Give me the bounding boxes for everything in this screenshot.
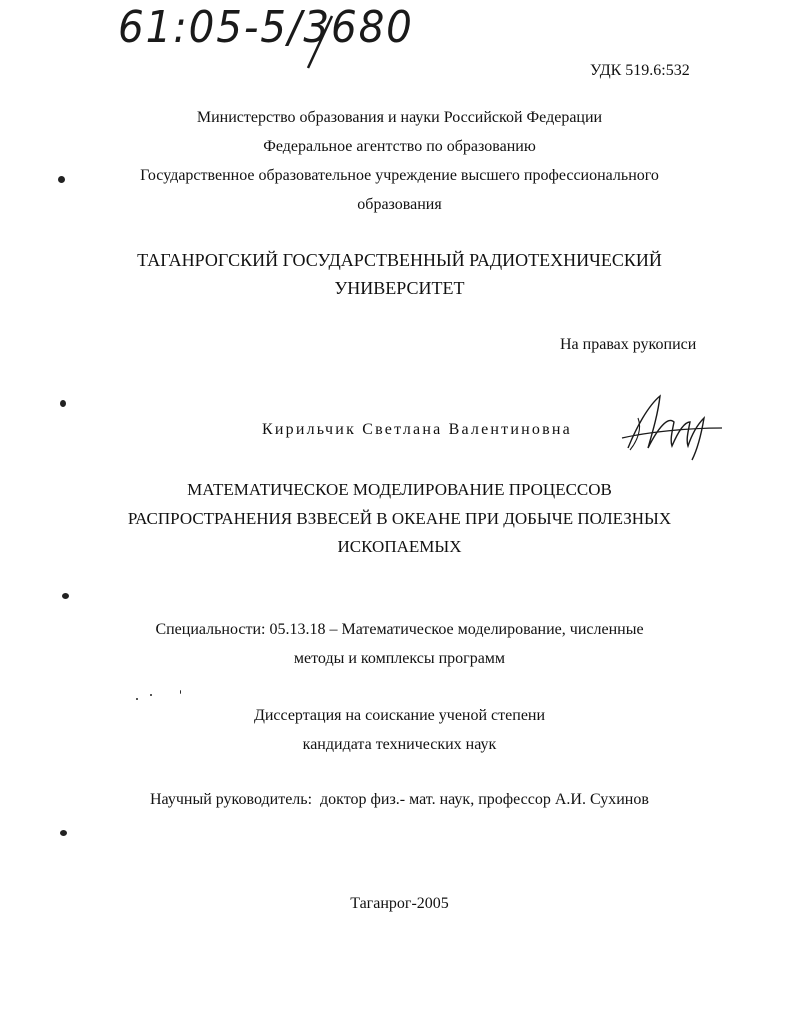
scan-speck xyxy=(60,400,66,407)
scan-speck xyxy=(58,176,65,183)
scan-speck xyxy=(150,694,152,696)
university-line-2: УНИВЕРСИТЕТ xyxy=(334,278,465,298)
scan-speck xyxy=(136,698,138,700)
author-name: Кирильчик Светлана Валентиновна xyxy=(262,421,572,438)
institution-line-1: Государственное образовательное учреждение высшего профессионального xyxy=(140,167,659,184)
agency-line: Федеральное агентство по образованию xyxy=(263,138,536,155)
title-line-2: РАСПРОСТРАНЕНИЯ ВЗВЕСЕЙ В ОКЕАНЕ ПРИ ДОБЫЧЕ ПОЛЕЗНЫХ xyxy=(127,509,672,528)
degree-line-2: кандидата технических наук xyxy=(302,736,497,753)
archive-number: 61:05-5/3680 xyxy=(118,2,414,53)
title-line-3: ИСКОПАЕМЫХ xyxy=(337,537,462,556)
institution-line-2: образования xyxy=(357,196,442,213)
scan-speck xyxy=(60,830,67,836)
supervisor-line: Научный руководитель: доктор физ.- мат. наук, профессор А.И. Сухинов xyxy=(150,791,649,808)
city-year: Таганрог-2005 xyxy=(350,895,449,912)
archive-number-slash xyxy=(300,14,340,72)
title-line-1: МАТЕМАТИЧЕСКОЕ МОДЕЛИРОВАНИЕ ПРОЦЕССОВ xyxy=(187,480,612,499)
scan-speck xyxy=(62,593,69,599)
university-line-1: ТАГАНРОГСКИЙ ГОСУДАРСТВЕННЫЙ РАДИОТЕХНИЧЕСКИЙ xyxy=(137,250,662,270)
ministry-line: Министерство образования и науки Российской Федерации xyxy=(196,109,603,126)
specialty-line-2: методы и комплексы программ xyxy=(293,650,506,667)
scan-speck xyxy=(180,690,181,694)
signature xyxy=(618,388,728,464)
manuscript-rights: На правах рукописи xyxy=(560,336,697,353)
specialty-line-1: Специальности: 05.13.18 – Математическое моделирование, численные xyxy=(155,621,644,638)
degree-line-1: Диссертация на соискание ученой степени xyxy=(253,707,546,724)
udk-code: УДК 519.6:532 xyxy=(590,62,690,79)
